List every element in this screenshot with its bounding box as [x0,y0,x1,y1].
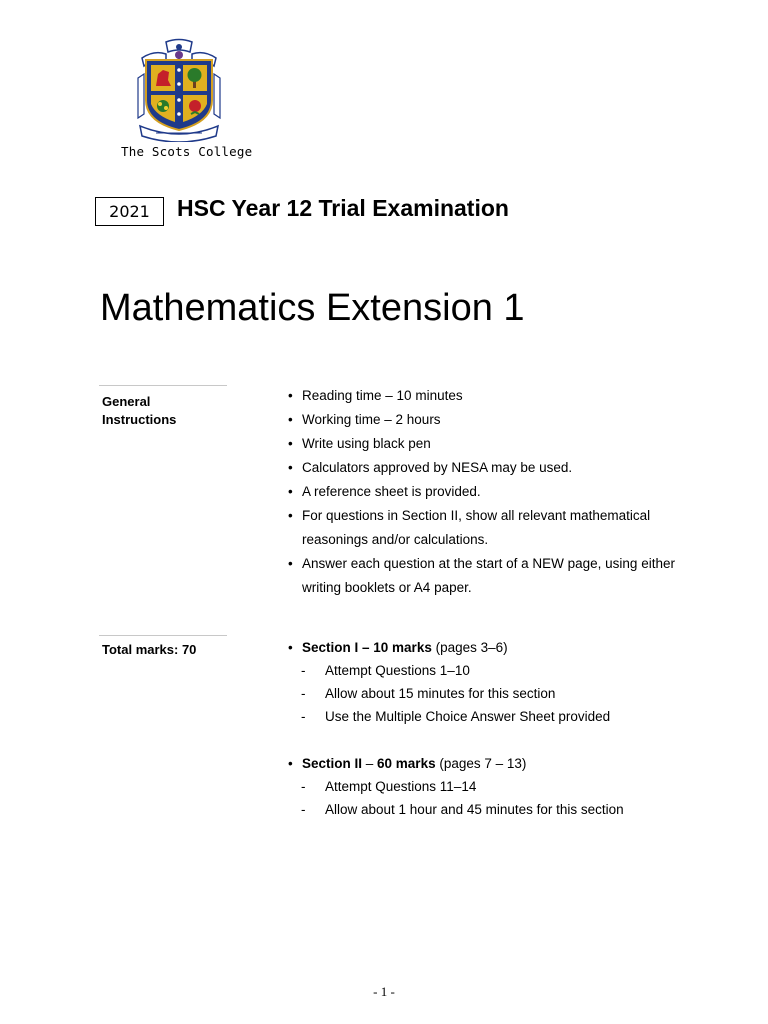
list-item [288,659,610,682]
exam-title: HSC Year 12 Trial Examination [177,195,509,221]
general-instructions-label [102,393,176,429]
list-item [288,682,610,705]
dash-icon: - [301,802,306,817]
bullet-icon: • [288,484,293,499]
list-item [288,384,718,408]
section-marks: 60 marks [377,756,436,771]
bullet-icon: • [288,756,293,771]
list-item [288,432,718,456]
section-marks: 10 marks [373,640,432,655]
dash-icon: - [301,663,306,678]
section-detail: Attempt Questions 1–10 [325,663,470,678]
section-detail: Allow about 15 minutes for this section [325,686,556,701]
general-instructions-label-line1: General [102,394,151,409]
instruction-text: Calculators approved by NESA may be used. [302,460,573,475]
instructions-list [288,384,718,600]
instruction-text: For questions in Section II, show all relevant mathematical reasonings and/or calculations. [302,508,651,547]
divider [99,635,227,636]
list-item [288,408,718,432]
section-header [288,636,610,659]
bullet-icon: • [288,412,293,427]
bullet-icon: • [288,640,293,655]
college-name: The Scots College [121,144,253,159]
list-item [288,456,718,480]
divider [99,385,227,386]
scots-college-crest-icon [136,38,222,142]
dash-icon: - [301,686,306,701]
instruction-text: Write using black pen [302,436,431,451]
section-2-block [288,752,624,821]
instruction-text: A reference sheet is provided. [302,484,481,499]
bullet-icon: • [288,460,293,475]
section-pages: (pages 3–6) [431,640,508,655]
section-name: Section I [302,640,359,655]
list-item [288,504,658,552]
section-separator: – [358,640,374,655]
general-instructions-label-line2: Instructions [102,412,177,427]
section-detail: Attempt Questions 11–14 [325,779,477,794]
instruction-text: Working time – 2 hours [302,412,441,427]
page-number: - 1 - [373,984,395,999]
instruction-text: Reading time – 10 minutes [302,388,463,403]
dash-icon: - [301,709,306,724]
section-header [288,752,624,775]
section-name: Section II [302,756,363,771]
list-item [288,480,718,504]
bullet-icon: • [288,436,293,451]
dash-icon: - [301,779,306,794]
instruction-text: Answer each question at the start of a NEW page, using either writing booklets or A4 paper. [302,556,675,595]
exam-year-box: 2021 [95,197,164,226]
list-item [288,552,708,600]
subject-title: Mathematics Extension 1 [100,287,525,329]
list-item [288,798,624,821]
section-detail: Use the Multiple Choice Answer Sheet provided [325,709,611,724]
section-separator: – [362,756,378,771]
list-item [288,775,624,798]
bullet-icon: • [288,388,293,403]
bullet-icon: • [288,556,293,571]
total-marks-label: Total marks: 70 [102,642,197,657]
section-1-block [288,636,610,728]
bullet-icon: • [288,508,293,523]
list-item [288,705,610,728]
section-detail: Allow about 1 hour and 45 minutes for this section [325,802,624,817]
section-pages: (pages 7 – 13) [435,756,527,771]
